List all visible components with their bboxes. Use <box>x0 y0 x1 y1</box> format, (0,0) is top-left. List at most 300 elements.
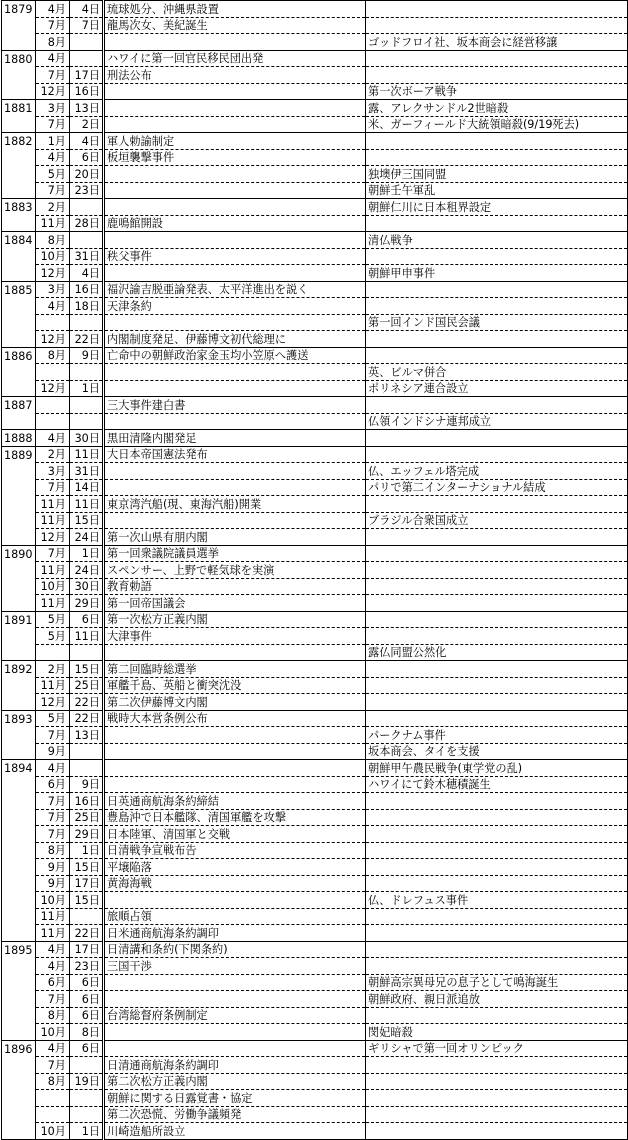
japan-event-cell: 第二次松方正義内閣 <box>104 1073 366 1090</box>
table-row <box>2 562 628 579</box>
month-cell: 4月 <box>36 1040 70 1057</box>
japan-event-cell: 朝鮮に関する日露覚書・協定 <box>104 1090 366 1107</box>
world-event-cell <box>366 842 628 859</box>
table-row <box>2 182 628 199</box>
japan-event-cell <box>104 479 366 496</box>
day-cell: 14日 <box>70 479 104 496</box>
world-event-cell <box>366 17 628 34</box>
japan-event-cell: 第一回衆議院議員選挙 <box>104 545 366 562</box>
day-cell: 1日 <box>70 380 104 397</box>
world-event-cell <box>366 710 628 727</box>
month-cell: 3月 <box>36 281 70 298</box>
day-cell: 19日 <box>70 1073 104 1090</box>
table-row <box>2 1073 628 1090</box>
year-cell: 1885 <box>2 281 36 298</box>
month-cell <box>36 644 70 661</box>
japan-event-cell: 第二次伊藤博文内閣 <box>104 694 366 711</box>
day-cell <box>70 743 104 760</box>
day-cell: 20日 <box>70 166 104 183</box>
japan-event-cell: 板垣襲撃事件 <box>104 149 366 166</box>
month-cell: 5月 <box>36 166 70 183</box>
day-cell: 15日 <box>70 859 104 876</box>
month-cell <box>36 1106 70 1123</box>
table-row <box>2 199 628 216</box>
table-row <box>2 512 628 529</box>
day-cell <box>70 908 104 925</box>
world-event-cell <box>366 248 628 265</box>
table-row <box>2 743 628 760</box>
day-cell: 2日 <box>70 116 104 133</box>
world-event-cell <box>366 611 628 628</box>
year-cell <box>2 1024 36 1041</box>
japan-event-cell <box>104 1040 366 1057</box>
month-cell: 2月 <box>36 661 70 678</box>
table-row <box>2 380 628 397</box>
month-cell: 4月 <box>36 430 70 447</box>
world-event-cell <box>366 809 628 826</box>
table-row <box>2 430 628 447</box>
day-cell: 7日 <box>70 17 104 34</box>
world-event-cell: ブラジル合衆国成立 <box>366 512 628 529</box>
day-cell: 24日 <box>70 529 104 546</box>
japan-event-cell: 第二回臨時総選挙 <box>104 661 366 678</box>
month-cell: 4月 <box>36 941 70 958</box>
table-row <box>2 958 628 975</box>
month-cell: 8月 <box>36 1073 70 1090</box>
table-row <box>2 859 628 876</box>
year-cell: 1881 <box>2 100 36 117</box>
day-cell: 30日 <box>70 578 104 595</box>
day-cell: 1日 <box>70 545 104 562</box>
japan-event-cell <box>104 727 366 744</box>
month-cell: 4月 <box>36 298 70 315</box>
year-cell: 1884 <box>2 232 36 249</box>
day-cell: 13日 <box>70 727 104 744</box>
world-event-cell <box>366 215 628 232</box>
world-event-cell: 朝鮮政府、親日派追放 <box>366 991 628 1008</box>
day-cell: 11日 <box>70 496 104 513</box>
world-event-cell <box>366 281 628 298</box>
table-row <box>2 644 628 661</box>
table-row <box>2 826 628 843</box>
japan-event-cell: 秩父事件 <box>104 248 366 265</box>
day-cell: 30日 <box>70 430 104 447</box>
day-cell: 11日 <box>70 446 104 463</box>
table-row <box>2 100 628 117</box>
month-cell: 9月 <box>36 875 70 892</box>
table-row <box>2 116 628 133</box>
day-cell <box>70 34 104 51</box>
table-row <box>2 298 628 315</box>
year-cell <box>2 314 36 331</box>
world-event-cell <box>366 496 628 513</box>
japan-event-cell <box>104 743 366 760</box>
table-row <box>2 1040 628 1057</box>
day-cell: 24日 <box>70 562 104 579</box>
table-row <box>2 1057 628 1074</box>
day-cell: 31日 <box>70 248 104 265</box>
japan-event-cell <box>104 760 366 777</box>
year-cell: 1880 <box>2 50 36 67</box>
world-event-cell <box>366 149 628 166</box>
month-cell: 7月 <box>36 826 70 843</box>
table-row <box>2 1024 628 1041</box>
day-cell: 6日 <box>70 149 104 166</box>
day-cell: 29日 <box>70 595 104 612</box>
month-cell: 5月 <box>36 611 70 628</box>
year-cell <box>2 809 36 826</box>
year-cell: 1887 <box>2 397 36 414</box>
year-cell <box>2 67 36 84</box>
japan-event-cell: 東京湾汽船(現、東海汽船)開業 <box>104 496 366 513</box>
year-cell <box>2 215 36 232</box>
day-cell: 29日 <box>70 826 104 843</box>
month-cell: 9月 <box>36 743 70 760</box>
table-row <box>2 595 628 612</box>
world-event-cell <box>366 941 628 958</box>
day-cell: 15日 <box>70 892 104 909</box>
world-event-cell: ハワイにて鈴木穂積誕生 <box>366 776 628 793</box>
table-row <box>2 232 628 249</box>
world-event-cell <box>366 430 628 447</box>
year-cell <box>2 595 36 612</box>
table-row <box>2 34 628 51</box>
world-event-cell <box>366 661 628 678</box>
world-event-cell <box>366 694 628 711</box>
japan-event-cell: 第一次松方正義内閣 <box>104 611 366 628</box>
year-cell <box>2 496 36 513</box>
table-row <box>2 1 628 18</box>
year-cell: 1892 <box>2 661 36 678</box>
year-cell <box>2 298 36 315</box>
day-cell: 23日 <box>70 182 104 199</box>
japan-event-cell: 第二次恐慌、労働争議頻発 <box>104 1106 366 1123</box>
month-cell: 10月 <box>36 578 70 595</box>
table-row <box>2 496 628 513</box>
japan-event-cell: 平壌陥落 <box>104 859 366 876</box>
month-cell: 2月 <box>36 199 70 216</box>
day-cell: 22日 <box>70 710 104 727</box>
japan-event-cell <box>104 116 366 133</box>
japan-event-cell <box>104 182 366 199</box>
table-row <box>2 875 628 892</box>
japan-event-cell <box>104 34 366 51</box>
month-cell: 7月 <box>36 1057 70 1074</box>
chronology-table <box>1 0 628 1140</box>
world-event-cell: 仏、エッフェル塔完成 <box>366 463 628 480</box>
world-event-cell <box>366 826 628 843</box>
world-event-cell: 閔妃暗殺 <box>366 1024 628 1041</box>
day-cell: 13日 <box>70 100 104 117</box>
world-event-cell <box>366 1007 628 1024</box>
year-cell <box>2 380 36 397</box>
year-cell <box>2 908 36 925</box>
year-cell <box>2 727 36 744</box>
world-event-cell <box>366 1 628 18</box>
month-cell: 5月 <box>36 710 70 727</box>
day-cell: 6日 <box>70 974 104 991</box>
year-cell <box>2 826 36 843</box>
day-cell: 25日 <box>70 809 104 826</box>
month-cell: 7月 <box>36 991 70 1008</box>
year-cell <box>2 1106 36 1123</box>
day-cell: 22日 <box>70 694 104 711</box>
month-cell: 12月 <box>36 331 70 348</box>
month-cell: 7月 <box>36 182 70 199</box>
day-cell: 22日 <box>70 331 104 348</box>
japan-event-cell: 龍馬次女、美紀誕生 <box>104 17 366 34</box>
japan-event-cell: 天津条約 <box>104 298 366 315</box>
month-cell: 7月 <box>36 17 70 34</box>
year-cell <box>2 331 36 348</box>
day-cell: 15日 <box>70 512 104 529</box>
table-row <box>2 265 628 282</box>
japan-event-cell <box>104 1024 366 1041</box>
world-event-cell <box>366 397 628 414</box>
japan-event-cell: 黄海海戦 <box>104 875 366 892</box>
japan-event-cell: スペンサー、上野で軽気球を実演 <box>104 562 366 579</box>
world-event-cell: 米、ガーフィールド大統領暗殺(9/19死去) <box>366 116 628 133</box>
year-cell: 1886 <box>2 347 36 364</box>
japan-event-cell <box>104 364 366 381</box>
year-cell <box>2 248 36 265</box>
day-cell: 4日 <box>70 265 104 282</box>
day-cell: 6日 <box>70 1007 104 1024</box>
day-cell: 18日 <box>70 298 104 315</box>
japan-event-cell <box>104 776 366 793</box>
world-event-cell <box>366 67 628 84</box>
world-event-cell: 朝鮮壬午軍乱 <box>366 182 628 199</box>
month-cell: 10月 <box>36 1123 70 1140</box>
world-event-cell: パリで第二インターナショナル結成 <box>366 479 628 496</box>
japan-event-cell <box>104 380 366 397</box>
world-event-cell: 英、ビルマ併合 <box>366 364 628 381</box>
table-row <box>2 545 628 562</box>
japan-event-cell <box>104 100 366 117</box>
japan-event-cell: 第一回帝国議会 <box>104 595 366 612</box>
japan-event-cell <box>104 413 366 430</box>
world-event-cell: 独墺伊三国同盟 <box>366 166 628 183</box>
table-row <box>2 331 628 348</box>
year-cell: 1888 <box>2 430 36 447</box>
month-cell: 11月 <box>36 677 70 694</box>
world-event-cell: 朝鮮仁川に日本租界設定 <box>366 199 628 216</box>
year-cell: 1882 <box>2 133 36 150</box>
japan-event-cell: 亡命中の朝鮮政治家金玉均小笠原へ護送 <box>104 347 366 364</box>
year-cell <box>2 644 36 661</box>
japan-event-cell: 日清講和条約(下関条約) <box>104 941 366 958</box>
day-cell <box>70 50 104 67</box>
year-cell <box>2 529 36 546</box>
world-event-cell <box>366 545 628 562</box>
year-cell <box>2 34 36 51</box>
day-cell: 17日 <box>70 941 104 958</box>
year-cell <box>2 677 36 694</box>
world-event-cell <box>366 1123 628 1140</box>
table-row <box>2 446 628 463</box>
world-event-cell: ゴッドフロイ社、坂本商会に経営移譲 <box>366 34 628 51</box>
year-cell <box>2 17 36 34</box>
month-cell: 7月 <box>36 545 70 562</box>
world-event-cell <box>366 347 628 364</box>
world-event-cell: 露、アレクサンドル2世暗殺 <box>366 100 628 117</box>
chronology-body <box>2 1 628 1140</box>
table-row <box>2 397 628 414</box>
month-cell: 12月 <box>36 83 70 100</box>
month-cell: 12月 <box>36 529 70 546</box>
day-cell: 1日 <box>70 1123 104 1140</box>
table-row <box>2 1106 628 1123</box>
month-cell: 7月 <box>36 67 70 84</box>
world-event-cell: 坂本商会、タイを支援 <box>366 743 628 760</box>
japan-event-cell: 第一次山県有朋内閣 <box>104 529 366 546</box>
day-cell: 8日 <box>70 1024 104 1041</box>
table-row <box>2 628 628 645</box>
day-cell: 31日 <box>70 463 104 480</box>
month-cell: 10月 <box>36 248 70 265</box>
japan-event-cell: 日英通商航海条約締結 <box>104 793 366 810</box>
day-cell: 4日 <box>70 133 104 150</box>
month-cell: 7月 <box>36 116 70 133</box>
world-event-cell: 朝鮮甲申事件 <box>366 265 628 282</box>
day-cell: 6日 <box>70 991 104 1008</box>
table-row <box>2 83 628 100</box>
month-cell: 4月 <box>36 958 70 975</box>
table-row <box>2 710 628 727</box>
month-cell <box>36 314 70 331</box>
table-row <box>2 281 628 298</box>
world-event-cell <box>366 562 628 579</box>
day-cell: 15日 <box>70 661 104 678</box>
month-cell: 11月 <box>36 215 70 232</box>
month-cell: 3月 <box>36 463 70 480</box>
month-cell: 11月 <box>36 925 70 942</box>
table-row <box>2 974 628 991</box>
japan-event-cell: 軍人勅諭制定 <box>104 133 366 150</box>
month-cell: 10月 <box>36 892 70 909</box>
month-cell <box>36 364 70 381</box>
day-cell: 6日 <box>70 1040 104 1057</box>
day-cell: 11日 <box>70 628 104 645</box>
world-event-cell <box>366 958 628 975</box>
month-cell: 8月 <box>36 232 70 249</box>
month-cell: 11月 <box>36 908 70 925</box>
year-cell <box>2 694 36 711</box>
world-event-cell <box>366 1090 628 1107</box>
japan-event-cell: 福沢諭吉脱亜論発表、太平洋進出を説く <box>104 281 366 298</box>
japan-event-cell: 日本陸軍、清国軍と交戦 <box>104 826 366 843</box>
year-cell <box>2 991 36 1008</box>
table-row <box>2 1007 628 1024</box>
year-cell <box>2 974 36 991</box>
day-cell <box>70 199 104 216</box>
year-cell <box>2 116 36 133</box>
month-cell: 4月 <box>36 1 70 18</box>
year-cell <box>2 182 36 199</box>
table-row <box>2 166 628 183</box>
world-event-cell: 清仏戦争 <box>366 232 628 249</box>
day-cell <box>70 760 104 777</box>
day-cell: 16日 <box>70 281 104 298</box>
table-row <box>2 413 628 430</box>
month-cell: 8月 <box>36 34 70 51</box>
world-event-cell: 朝鮮高宗異母兄の息子として鳴海誕生 <box>366 974 628 991</box>
month-cell: 11月 <box>36 562 70 579</box>
world-event-cell <box>366 595 628 612</box>
month-cell: 12月 <box>36 265 70 282</box>
table-row <box>2 67 628 84</box>
table-row <box>2 347 628 364</box>
year-cell <box>2 1057 36 1074</box>
japan-event-cell <box>104 892 366 909</box>
world-event-cell <box>366 875 628 892</box>
year-cell <box>2 892 36 909</box>
table-row <box>2 529 628 546</box>
table-row <box>2 611 628 628</box>
year-cell: 1891 <box>2 611 36 628</box>
year-cell: 1889 <box>2 446 36 463</box>
day-cell: 28日 <box>70 215 104 232</box>
world-event-cell: ギリシャで第一回オリンピック <box>366 1040 628 1057</box>
year-cell <box>2 413 36 430</box>
month-cell: 11月 <box>36 496 70 513</box>
year-cell <box>2 1073 36 1090</box>
table-row <box>2 892 628 909</box>
japan-event-cell: 日米通商航海条約調印 <box>104 925 366 942</box>
japan-event-cell <box>104 974 366 991</box>
table-row <box>2 1090 628 1107</box>
japan-event-cell: 三国干渉 <box>104 958 366 975</box>
day-cell <box>70 1057 104 1074</box>
month-cell <box>36 413 70 430</box>
month-cell: 10月 <box>36 1024 70 1041</box>
day-cell: 25日 <box>70 677 104 694</box>
day-cell: 9日 <box>70 347 104 364</box>
world-event-cell <box>366 628 628 645</box>
japan-event-cell: 刑法公布 <box>104 67 366 84</box>
month-cell: 2月 <box>36 446 70 463</box>
world-event-cell: パークナム事件 <box>366 727 628 744</box>
japan-event-cell <box>104 166 366 183</box>
table-row <box>2 578 628 595</box>
day-cell <box>70 1106 104 1123</box>
year-cell <box>2 628 36 645</box>
year-cell <box>2 479 36 496</box>
world-event-cell <box>366 50 628 67</box>
world-event-cell <box>366 1106 628 1123</box>
month-cell: 11月 <box>36 595 70 612</box>
table-row <box>2 760 628 777</box>
year-cell <box>2 83 36 100</box>
japan-event-cell: 教育勅語 <box>104 578 366 595</box>
japan-event-cell: 日清戦争宣戦布告 <box>104 842 366 859</box>
day-cell: 9日 <box>70 776 104 793</box>
month-cell: 4月 <box>36 760 70 777</box>
year-cell <box>2 1090 36 1107</box>
month-cell: 3月 <box>36 100 70 117</box>
table-row <box>2 991 628 1008</box>
year-cell <box>2 842 36 859</box>
day-cell <box>70 413 104 430</box>
world-event-cell: 仏、ドレフュス事件 <box>366 892 628 909</box>
year-cell <box>2 364 36 381</box>
month-cell: 11月 <box>36 512 70 529</box>
month-cell: 7月 <box>36 727 70 744</box>
month-cell: 7月 <box>36 793 70 810</box>
world-event-cell <box>366 298 628 315</box>
table-row <box>2 793 628 810</box>
table-row <box>2 149 628 166</box>
